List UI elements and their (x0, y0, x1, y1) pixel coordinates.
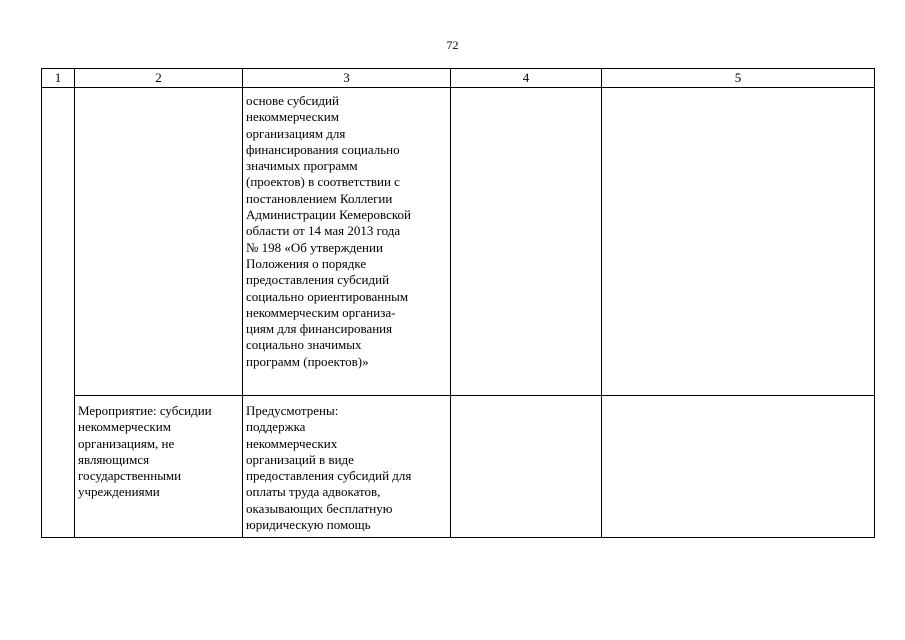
table-cell-col3 (243, 396, 451, 538)
table-cell-col5 (602, 396, 875, 538)
column-header-5: 5 (602, 69, 875, 88)
page-number: 72 (446, 38, 459, 52)
table-row (42, 396, 875, 538)
table-cell-col3 (243, 88, 451, 396)
measure-description-text: Предусмотрены: поддержка некоммерческих организаций в виде предоставления субсидий для оплаты труда адвокатов, оказывающих бесплатную юридическую помощь (246, 403, 412, 533)
table-header-row (42, 69, 875, 88)
column-header-4: 4 (451, 69, 602, 88)
column-header-2: 2 (75, 69, 243, 88)
subsidy-basis-text: основе субсидий некоммерческим организациям для финансирования социально значимых программ (проектов) в соответствии с постановлением Коллегии Администрации Кемеровской области от 14 мая 2013 года № 198 «Об утверждении Положения о порядке предоставления субсидий социально ориентированным некоммерческим организа- циям для финансирования социально значимых программ (проектов)» (246, 93, 411, 369)
document-table (41, 68, 875, 538)
measure-title-text: Мероприятие: субсидии некоммерческим организациям, не являющимся государственными учреждениями (78, 403, 212, 500)
table-cell-col4 (451, 396, 602, 538)
table-cell-col5 (602, 88, 875, 396)
column-header-1: 1 (42, 69, 75, 88)
table-cell-col2 (75, 396, 243, 538)
table-cell-col1 (42, 88, 75, 396)
table-row (42, 88, 875, 396)
table-cell-col1 (42, 396, 75, 538)
table-cell-col4 (451, 88, 602, 396)
column-header-3: 3 (243, 69, 451, 88)
table-cell-col2 (75, 88, 243, 396)
